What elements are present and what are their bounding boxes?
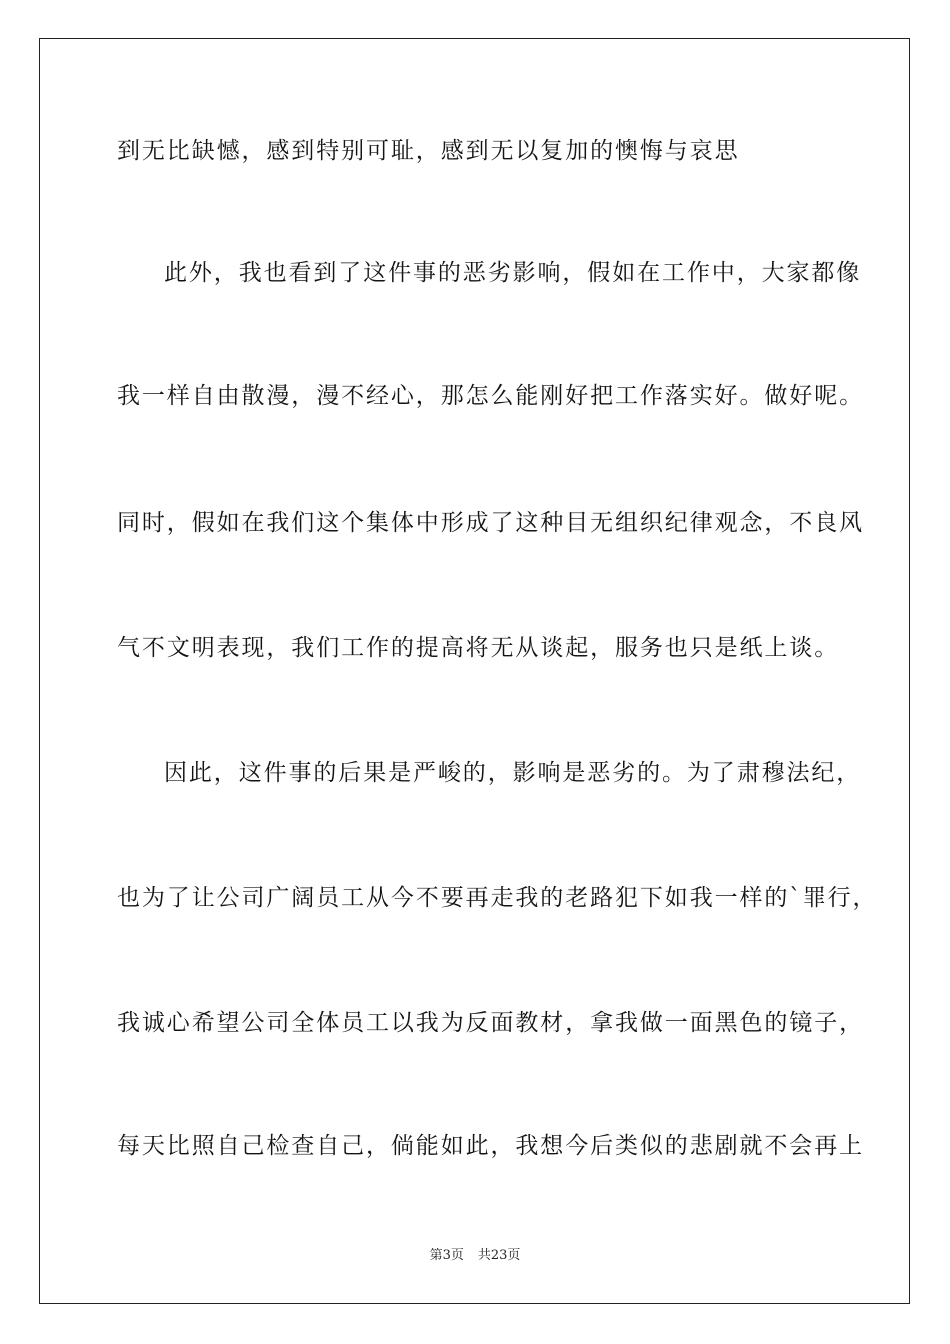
text-line-1: 到无比缺憾，感到特别可耻，感到无以复加的懊悔与哀思 xyxy=(117,138,740,164)
page-total: 共23页 xyxy=(477,1248,521,1263)
text-line-4: 同时，假如在我们这个集体中形成了这种目无组织纪律观念，不良风 xyxy=(117,510,864,536)
page-number: 第3页 xyxy=(429,1248,464,1263)
text-line-8: 我诚心希望公司全体员工以我为反面教材，拿我做一面黑色的镜子， xyxy=(117,1010,864,1036)
page-frame xyxy=(39,38,910,1304)
text-line-9: 每天比照自己检查自己，倘能如此，我想今后类似的悲剧就不会再上 xyxy=(117,1133,864,1159)
text-line-7: 也为了让公司广阔员工从今不要再走我的老路犯下如我一样的`罪行， xyxy=(117,885,878,911)
text-line-6: 因此，这件事的后果是严峻的，影响是恶劣的。为了肃穆法纪， xyxy=(164,760,862,786)
text-line-3: 我一样自由散漫，漫不经心，那怎么能刚好把工作落实好。做好呢。 xyxy=(117,383,864,409)
text-line-5: 气不文明表现，我们工作的提高将无从谈起，服务也只是纸上谈。 xyxy=(117,635,840,661)
page-footer xyxy=(0,1247,950,1265)
text-line-2: 此外，我也看到了这件事的恶劣影响，假如在工作中，大家都像 xyxy=(164,260,862,286)
